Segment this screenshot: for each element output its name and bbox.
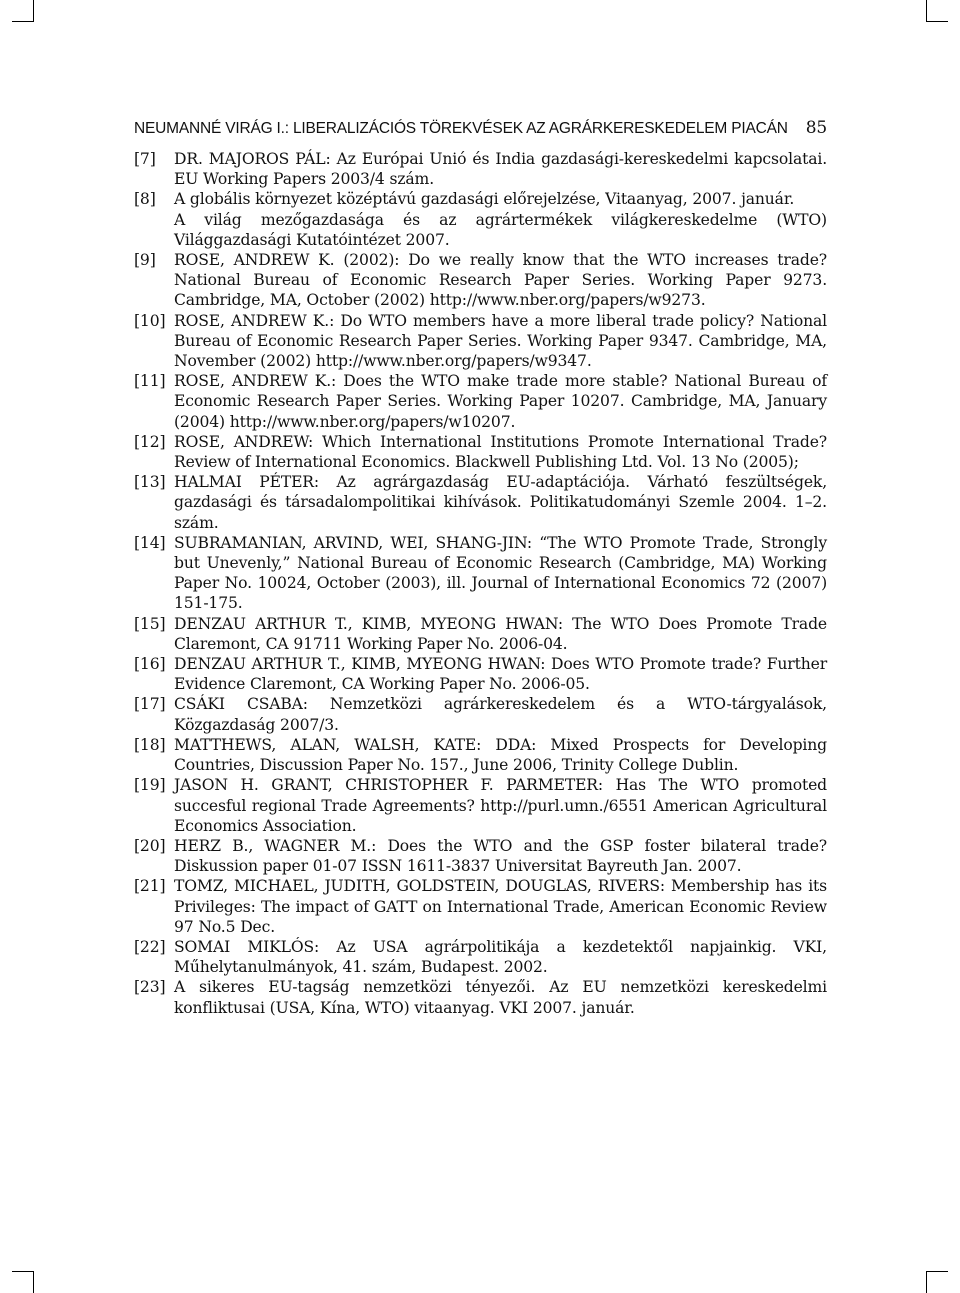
reference-number: [12] [134,432,166,451]
crop-mark-bottom-left-v [33,1271,34,1293]
reference-number: [23] [134,978,166,997]
reference-number: [7] [134,150,156,168]
reference-item [134,836,827,876]
reference-number: [21] [134,877,166,896]
reference-item [134,876,827,937]
reference-item [134,937,827,977]
reference-text: A globális környezet középtávú gazdasági előrejelzése, Vitaanyag, 2007. január. [174,190,795,209]
reference-item [134,775,827,836]
reference-text: ROSE, ANDREW K.: Does the WTO make trade more stable? National Bureau of Economic Research Paper Series. Working Paper 10207. Cambridge, MA, January (2004) http://www.nber.org/papers/w10207. [174,372,827,431]
reference-item [134,472,827,533]
reference-number: [8] [134,190,156,209]
reference-text: JASON H. GRANT, CHRISTOPHER F. PARMETER: Has The WTO promoted succesful regional Trade Agreements? http://purl.umn./6551 American Agricultural Economics Association. [174,776,827,835]
running-header [134,118,827,146]
reference-number: [18] [134,735,166,754]
reference-text: ROSE, ANDREW K. (2002): Do we really know that the WTO increases trade? National Bureau of Economic Research Paper Series. Working Paper 9273. Cambridge, MA, October (2002) http://www.nber.org/papers/w9273. [174,251,827,310]
reference-text: SUBRAMANIAN, ARVIND, WEI, SHANG-JIN: “The WTO Promote Trade, Strongly but Unevenly,” National Bureau of Economic Research (Cambridge, MA) Working Paper No. 10024, October (2003), ill. Journal of International Economics 72 (2007) 151-175. [174,533,827,613]
reference-item [134,694,827,734]
reference-item [134,977,827,1017]
reference-number: [20] [134,836,166,855]
reference-number: [15] [134,614,166,633]
reference-item [134,735,827,775]
reference-text: CSÁKI CSABA: Nemzetközi agrárkereskedelem és a WTO-tárgyalások, Közgazdaság 2007/3. [174,695,827,734]
reference-list [134,149,827,1018]
reference-number: [13] [134,473,166,492]
crop-mark-bottom-left-h [12,1271,34,1272]
reference-number: [11] [134,372,166,391]
reference-item [134,654,827,694]
crop-mark-top-left-v [33,0,34,22]
crop-mark-bottom-right-h [926,1271,948,1272]
crop-mark-bottom-right-v [926,1271,927,1293]
reference-number: [22] [134,937,166,956]
reference-text: TOMZ, MICHAEL, JUDITH, GOLDSTEIN, DOUGLAS, RIVERS: Membership has its Privileges: The impact of GATT on International Trade, American Economic Review 97 No.5 Dec. [174,877,827,936]
reference-text: HALMAI PÉTER: Az agrárgazdaság EU-adaptációja. Várható feszültségek, gazdasági és társadalompolitikai kihívások. Politikatudományi Szemle 2004. 1–2. szám. [174,473,827,532]
reference-number: [10] [134,311,166,330]
reference-text: HERZ B., WAGNER M.: Does the WTO and the GSP foster bilateral trade? Diskussion paper 01-07 ISSN 1611-3837 Universitat Bayreuth Jan. 2007. [174,836,827,876]
reference-text: SOMAI MIKLÓS: Az USA agrárpolitikája a kezdetektől napjainkig. VKI, Műhelytanulmányok, 41. szám, Budapest. 2002. [174,937,827,977]
reference-text: MATTHEWS, ALAN, WALSH, KATE: DDA: Mixed Prospects for Developing Countries, Discussion Paper No. 157., June 2006, Trinity College Dublin. [174,735,827,775]
reference-item [134,149,827,189]
reference-text: DR. MAJOROS PÁL: Az Európai Unió és India gazdasági-kereskedelmi kapcsolatai. EU Working Papers 2003/4 szám. [174,150,827,189]
reference-text-continuation: A világ mezőgazdasága és az agrártermékek világkereskedelme (WTO) Világgazdasági Kutatóintézet 2007. [174,210,827,249]
reference-number: [19] [134,776,166,795]
crop-mark-top-right-v [926,0,927,22]
crop-mark-top-left-h [12,21,34,22]
running-title: NEUMANNÉ VIRÁG I.: LIBERALIZÁCIÓS TÖREKVÉSEK AZ AGRÁRKERESKEDELEM PIACÁN [134,120,788,137]
reference-number: [16] [134,655,166,674]
reference-text: A sikeres EU-tagság nemzetközi tényezői. Az EU nemzetközi kereskedelmi konfliktusai (USA, Kína, WTO) vitaanyag. VKI 2007. január. [174,978,827,1017]
reference-item [134,311,827,372]
reference-text: DENZAU ARTHUR T., KIMB, MYEONG HWAN: The WTO Does Promote Trade Claremont, CA 91711 Working Paper No. 2006-04. [174,614,827,653]
reference-item [134,533,827,614]
page-number: 85 [805,118,827,138]
reference-number: [14] [134,533,166,552]
reference-item [134,432,827,472]
reference-text: ROSE, ANDREW: Which International Institutions Promote International Trade? Review of International Economics. Blackwell Publishing Ltd. Vol. 13 No (2005); [174,432,827,472]
reference-item [134,250,827,311]
reference-text: DENZAU ARTHUR T., KIMB, MYEONG HWAN: Does WTO Promote trade? Further Evidence Claremont, CA Working Paper No. 2006-05. [174,655,827,694]
reference-number: [17] [134,695,166,714]
crop-mark-top-right-h [926,21,948,22]
reference-number: [9] [134,251,156,270]
reference-text: ROSE, ANDREW K.: Do WTO members have a more liberal trade policy? National Bureau of Economic Research Paper Series. Working Paper 9347. Cambridge, MA, November (2002) http://www.nber.org/papers/w9347. [174,311,827,371]
reference-item [134,371,827,432]
reference-item [134,189,827,250]
reference-item [134,614,827,654]
